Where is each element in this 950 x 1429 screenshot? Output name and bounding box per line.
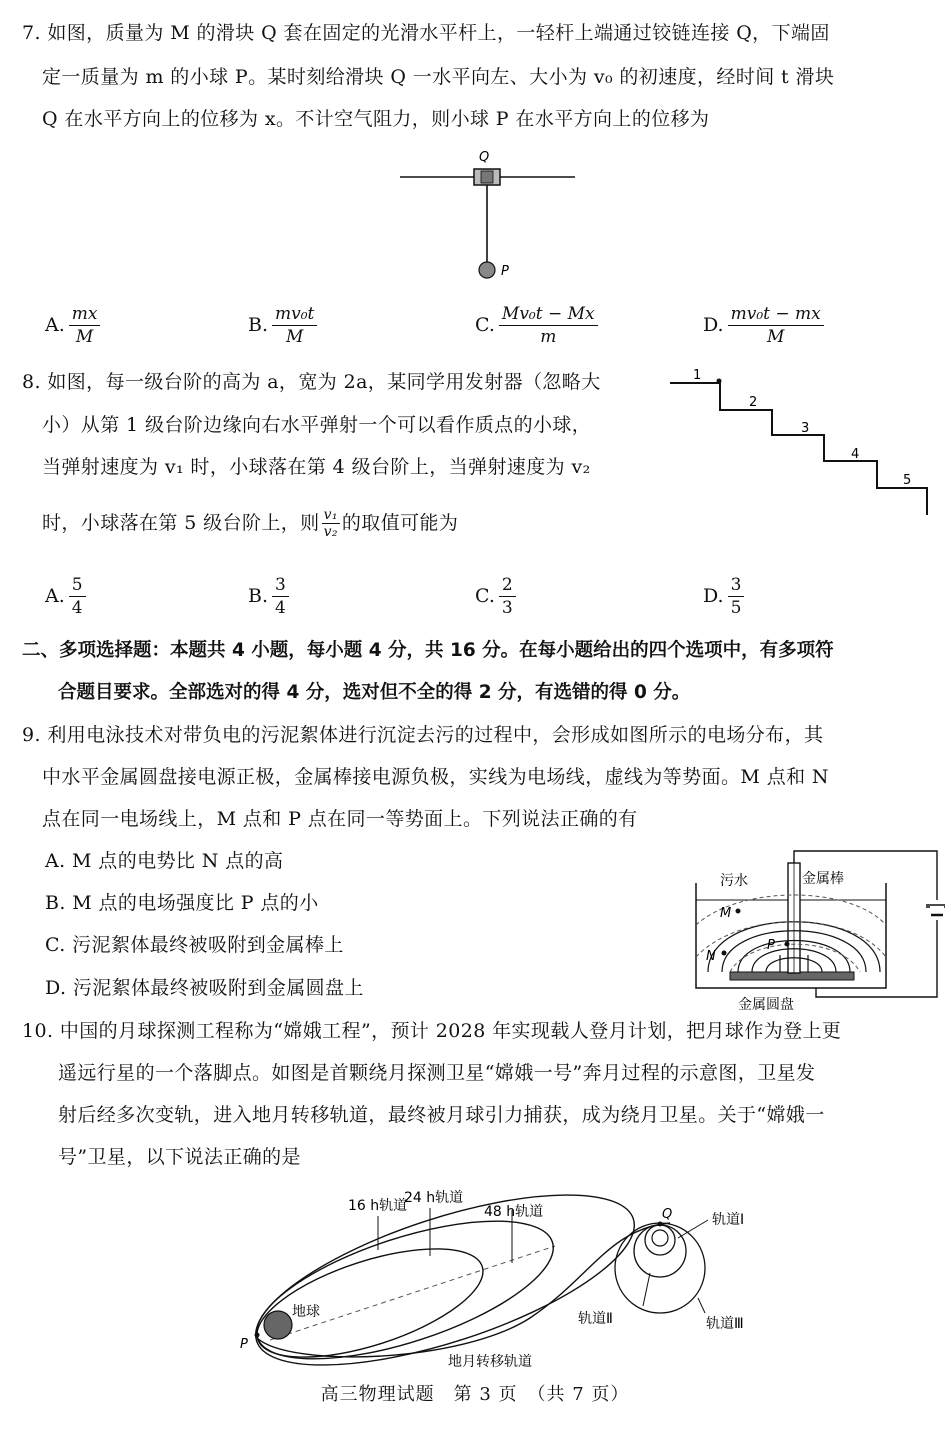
q10-line-4: 号”卫星，以下说法正确的是	[58, 1146, 301, 1168]
q7-line-3: Q 在水平方向上的位移为 x。不计空气阻力，则小球 P 在水平方向上的位移为	[42, 108, 710, 130]
q8-line-3: 当弹射速度为 v₁ 时，小球落在第 4 级台阶上，当弹射速度为 v₂	[42, 456, 591, 478]
orbit-label-48h: 48 h轨道	[484, 1204, 544, 1220]
q9-option-b[interactable]: B. M 点的电场强度比 P 点的小	[45, 892, 319, 914]
q9-option-d[interactable]: D. 污泥絮体最终被吸附到金属圆盘上	[45, 977, 364, 999]
q7-figure	[395, 145, 585, 285]
q9-label-m: M	[720, 906, 732, 921]
section2-heading-line-2: 合题目要求。全部选对的得 4 分，选对但不全的得 2 分，有选错的得 0 分。	[58, 682, 691, 703]
q10-orbit-figure	[230, 1188, 790, 1373]
q9-label-disk: 金属圆盘	[738, 997, 794, 1013]
q8-option-b[interactable]: B. $\frac{3}{4}$	[248, 566, 289, 626]
q7-option-b[interactable]: B. $\frac{\text{mv₀t}}{M}$	[248, 295, 317, 355]
q10-line-3: 射后经多次变轨，进入地月转移轨道，最终被月球引力捕获，成为绕月卫星。关于“嫦娥一	[58, 1104, 825, 1126]
step-label-3: 3	[801, 421, 810, 436]
q9-line-1: 9. 利用电泳技术对带负电的污泥絮体进行沉淀去污的过程中，会形成如图所示的电场分布，其	[22, 724, 824, 746]
point-q-label: Q	[662, 1207, 673, 1222]
point-p-label: P	[240, 1337, 248, 1352]
q7-label-q: Q	[479, 150, 490, 165]
q7-option-c[interactable]: C. $\frac{\text{Mv₀t − Mx}}{m}$	[475, 295, 598, 355]
step-label-4: 4	[851, 447, 860, 462]
q9-electrophoresis-figure	[690, 845, 945, 1020]
lunar-orbit-2-label: 轨道Ⅱ	[578, 1311, 613, 1327]
q9-line-3: 点在同一电场线上，M 点和 P 点在同一等势面上。下列说法正确的有	[42, 808, 638, 830]
q10-line-1: 10. 中国的月球探测工程称为“嫦娥工程”，预计 2028 年实现载人登月计划，把月球作为登上更	[22, 1020, 842, 1042]
q9-option-a[interactable]: A. M 点的电势比 N 点的高	[45, 850, 284, 872]
q8-line-1: 8. 如图，每一级台阶的高为 a，宽为 2a，某同学用发射器（忽略大	[22, 371, 601, 393]
step-label-5: 5	[903, 473, 912, 488]
q8-staircase-figure	[665, 365, 945, 525]
q8-option-a[interactable]: A. $\frac{5}{4}$	[45, 566, 86, 626]
q9-label-water: 污水	[720, 873, 748, 889]
q7-option-d[interactable]: D. $\frac{\text{mv₀t − mx}}{M}$	[703, 295, 824, 355]
page-footer: 高三物理试题 第 3 页 （共 7 页）	[320, 1384, 630, 1405]
q7-label-p: P	[501, 264, 509, 279]
lunar-orbit-1-label: 轨道Ⅰ	[712, 1212, 745, 1228]
q9-label-rod: 金属棒	[802, 871, 844, 887]
orbit-label-24h: 24 h轨道	[404, 1190, 464, 1206]
q8-option-d[interactable]: D. $\frac{3}{5}$	[703, 566, 744, 626]
earth-label: 地球	[292, 1304, 320, 1320]
q7-line-1: 7. 如图，质量为 M 的滑块 Q 套在固定的光滑水平杆上，一轻杆上端通过铰链连接 Q，下端固	[22, 22, 830, 44]
orbit-label-16h: 16 h轨道	[348, 1198, 408, 1214]
q7-line-2: 定一质量为 m 的小球 P。某时刻给滑块 Q 一水平向左、大小为 v₀ 的初速度，经时间 t 滑块	[42, 66, 835, 88]
lunar-orbit-3-label: 轨道Ⅲ	[706, 1316, 744, 1332]
q9-line-2: 中水平金属圆盘接电源正极，金属棒接电源负极，实线为电场线，虚线为等势面。M 点和 N	[42, 766, 829, 788]
step-label-1: 1	[693, 368, 702, 383]
transfer-orbit-label: 地月转移轨道	[448, 1354, 532, 1370]
step-label-2: 2	[749, 395, 758, 410]
q8-option-c[interactable]: C. $\frac{2}{3}$	[475, 566, 516, 626]
q9-label-n: N	[706, 949, 716, 964]
q10-line-2: 遥远行星的一个落脚点。如图是首颗绕月探测卫星“嫦娥一号”奔月过程的示意图，卫星发	[58, 1062, 816, 1084]
q8-line-2: 小）从第 1 级台阶边缘向右水平弹射一个可以看作质点的小球，	[42, 414, 592, 436]
q9-option-c[interactable]: C. 污泥絮体最终被吸附到金属棒上	[45, 934, 344, 956]
q8-line-4: 时，小球落在第 5 级台阶上，则 $\frac{\text{v₁}}{\text{v₂}}$ 的取值可能为	[42, 506, 459, 540]
q9-label-p: P	[767, 938, 775, 953]
q7-option-a[interactable]: A. $\frac{mx}{M}$	[45, 295, 100, 355]
section2-heading-line-1: 二、多项选择题：本题共 4 小题，每小题 4 分，共 16 分。在每小题给出的四个选项中，有多项符	[22, 640, 834, 661]
